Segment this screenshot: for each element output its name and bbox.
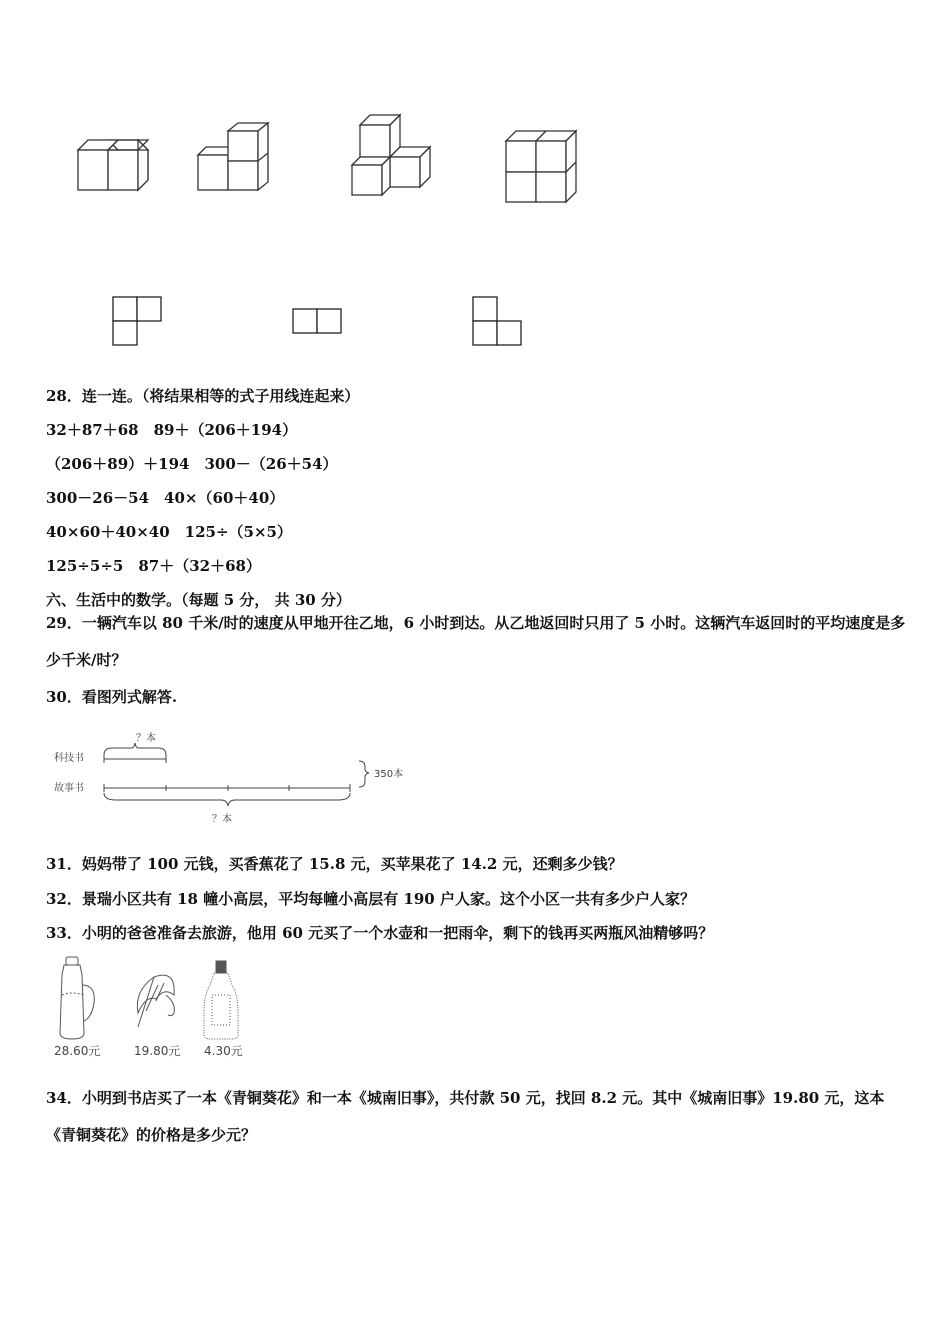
q28-title: 28．连一连。（将结果相等的式子用线连起来） <box>46 387 360 405</box>
q29-text: 29．一辆汽车以 80 千米/时的速度从甲地开往乙地，6 小时到达。从乙地返回时只用了 5 小时。这辆汽车返回时的平均速度是多少千米/时？ <box>46 614 906 669</box>
cube-figures <box>60 105 600 215</box>
science-book-label: 科技书 <box>54 753 84 764</box>
q32-text: 32．景瑞小区共有 18 幢小高层，平均每幢小高层有 190 户人家。这个小区一共有多少户人家？ <box>46 890 695 908</box>
umbrella-icon <box>137 975 174 1027</box>
total-label: 350本 <box>374 769 404 780</box>
bottom-question-label: ？本 <box>212 814 232 825</box>
q28-row-4: 40×60＋40×40 125÷（5×5） <box>46 523 292 541</box>
q33-text: 33．小明的爸爸准备去旅游，他用 60 元买了一个水壶和一把雨伞，剩下的钱再买两瓶风油精够吗？ <box>46 924 714 942</box>
q33-items <box>46 955 266 1065</box>
oil-bottle-icon <box>204 961 238 1039</box>
view-figure-1 <box>113 297 161 345</box>
cube-figure-1 <box>78 140 148 190</box>
cube-figure-2 <box>198 123 268 190</box>
q28-row-5: 125÷5÷5 87＋（32＋68） <box>46 557 261 575</box>
kettle-price: 28.60元 <box>54 1044 101 1058</box>
q34-text: 34．小明到书店买了一本《青铜葵花》和一本《城南旧事》，共付款 50 元，找回 8.2 元。其中《城南旧事》19.80 元，这本《青铜葵花》的价格是多少元？ <box>46 1089 885 1144</box>
view-figure-3 <box>473 297 521 345</box>
story-book-label: 故事书 <box>54 783 84 794</box>
view-figure-2 <box>293 309 341 333</box>
top-question-label: ？本 <box>136 733 156 744</box>
q28-row-1: 32＋87＋68 89＋（206＋194） <box>46 421 298 439</box>
section-6-title: 六、生活中的数学。（每题 5 分， 共 30 分） <box>46 591 351 609</box>
cube-figure-3 <box>352 115 430 195</box>
q30-title: 30．看图列式解答. <box>46 688 178 706</box>
q30-line-diagram <box>46 725 426 833</box>
oil-bottle-price: 4.30元 <box>204 1044 243 1058</box>
view-figures <box>100 290 540 350</box>
q31-text: 31．妈妈带了 100 元钱，买香蕉花了 15.8 元，买苹果花了 14.2 元，还剩多少钱？ <box>46 855 623 873</box>
q28-row-3: 300－26－54 40×（60＋40） <box>46 489 285 507</box>
q28-row-2: （206＋89）＋194 300－（26＋54） <box>46 455 338 473</box>
kettle-icon <box>60 957 94 1039</box>
umbrella-price: 19.80元 <box>134 1044 181 1058</box>
cube-figure-4 <box>506 131 576 202</box>
